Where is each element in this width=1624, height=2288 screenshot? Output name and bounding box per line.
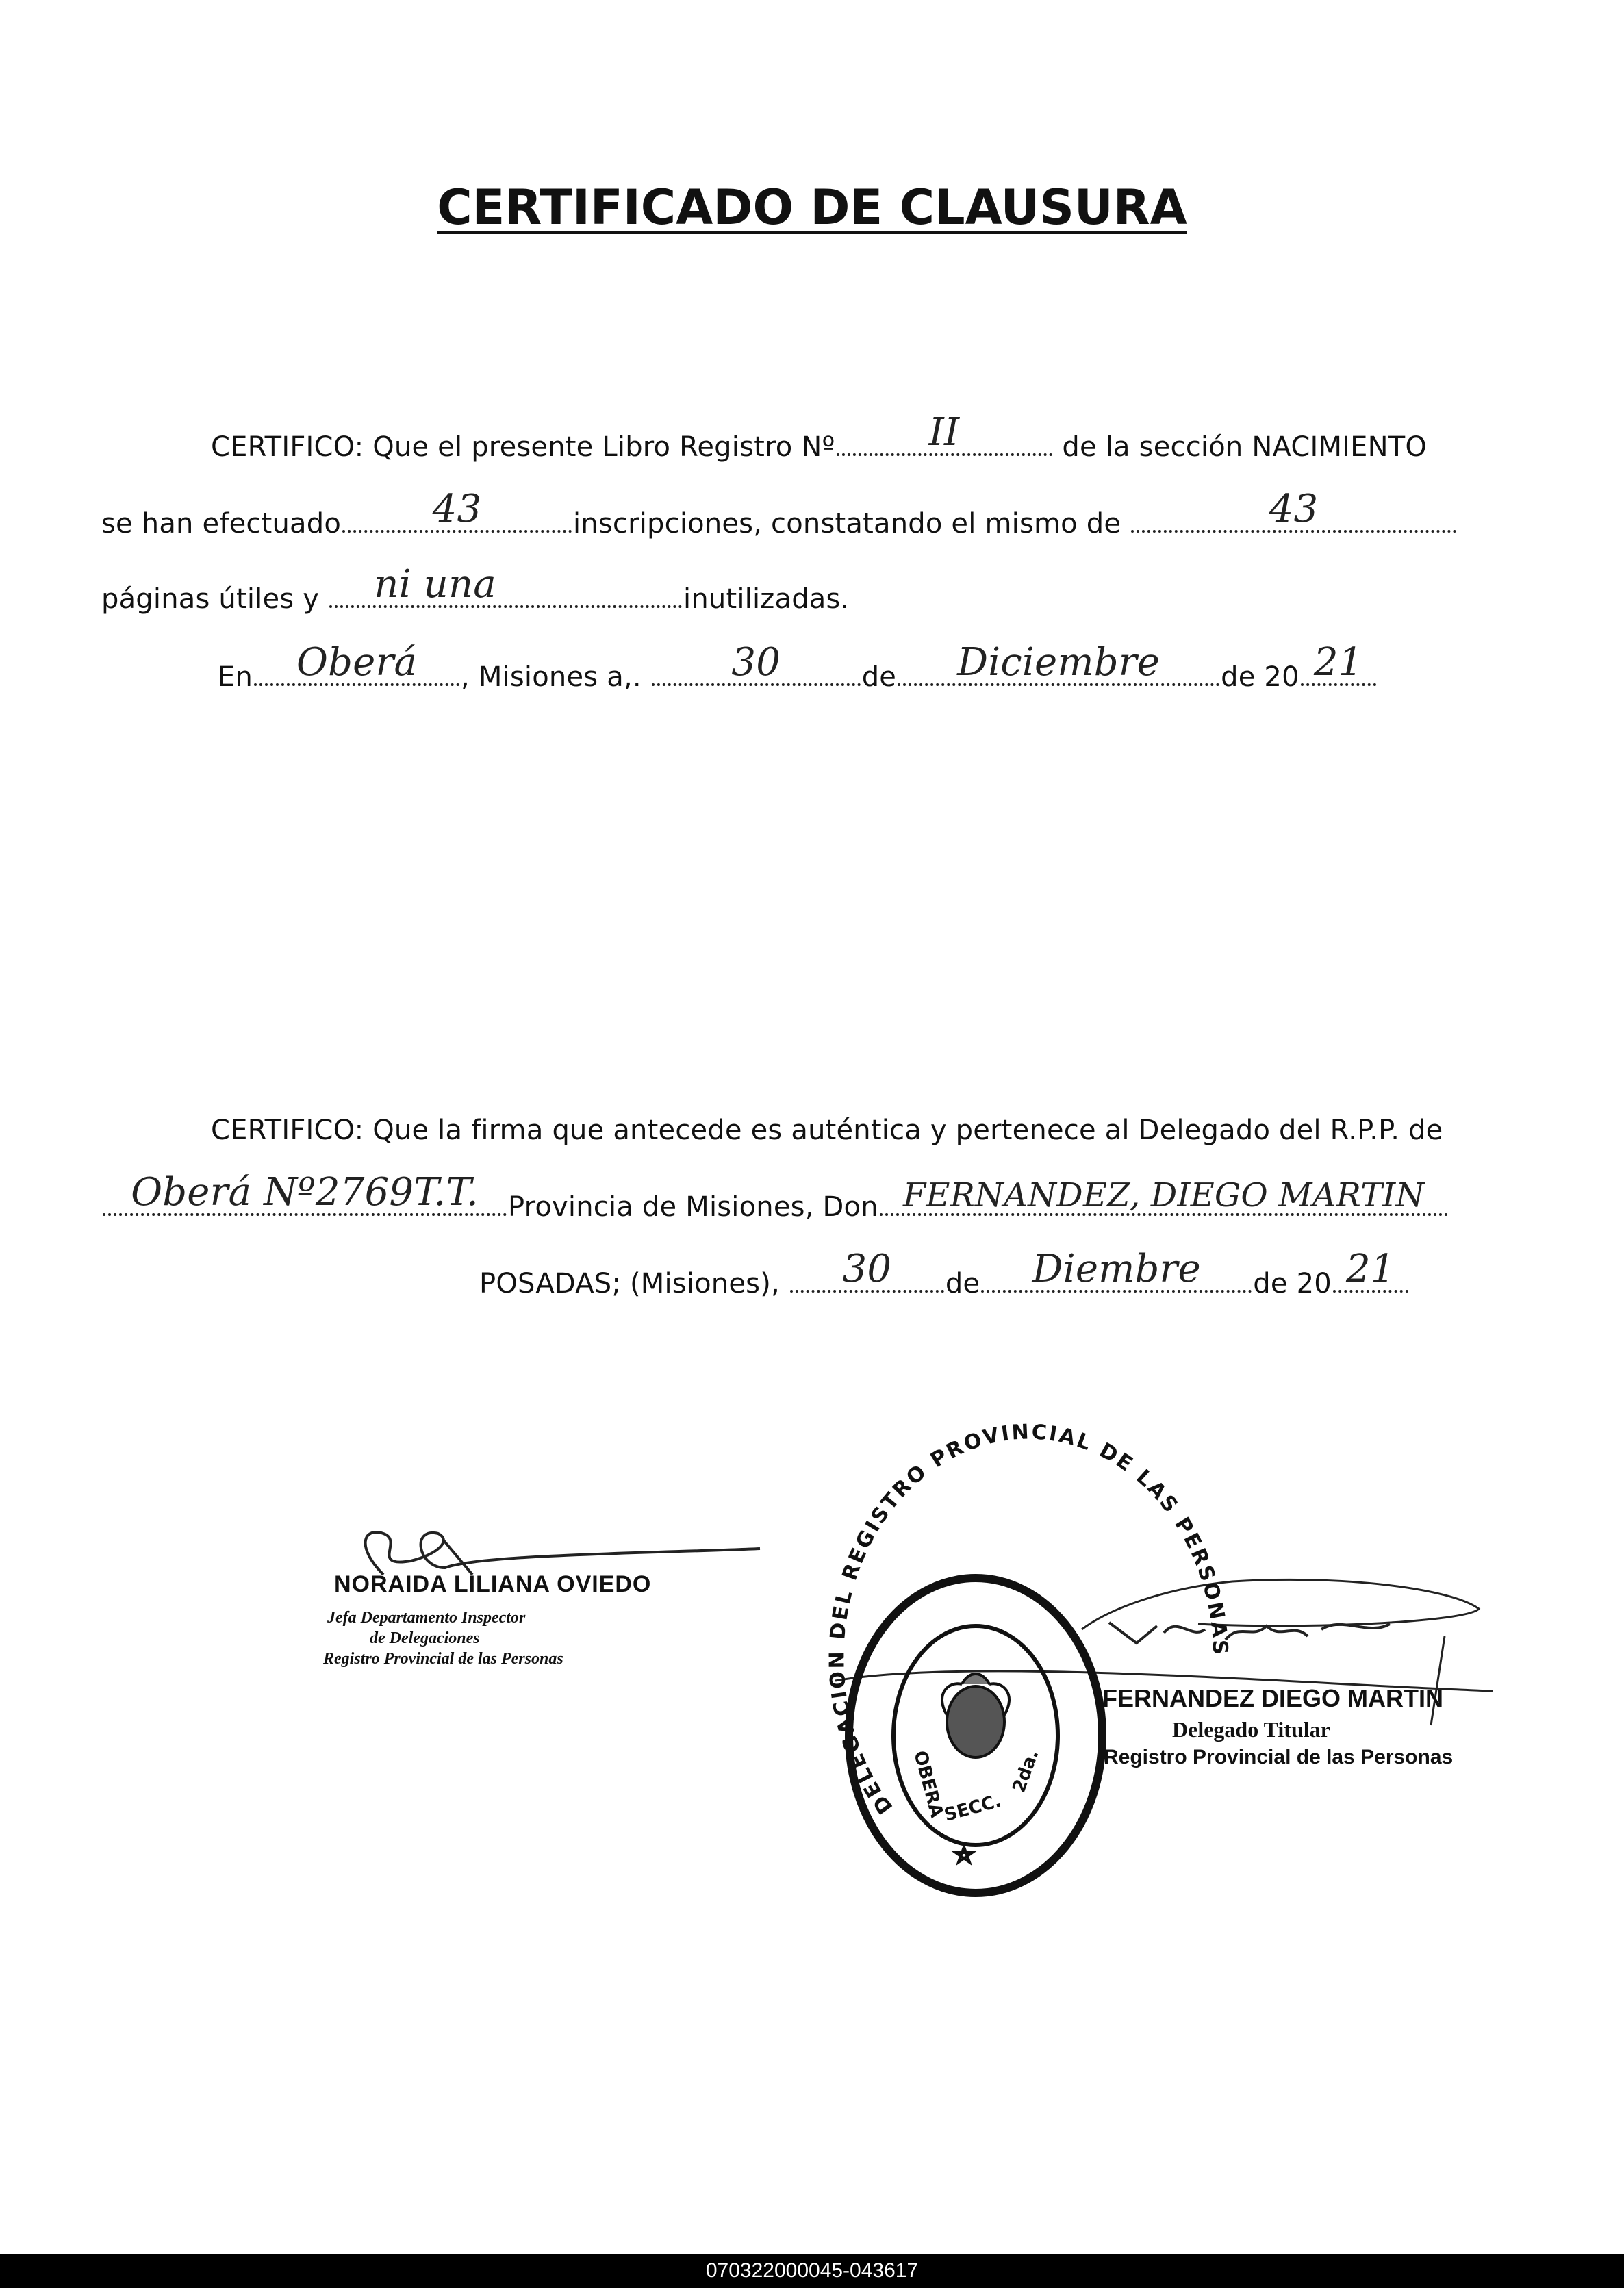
document-title: CERTIFICADO DE CLAUSURA xyxy=(437,179,1187,236)
right-signatory-org: Registro Provincial de las Personas xyxy=(1104,1746,1454,1768)
left-signatory-name: NORAIDA LILIANA OVIEDO xyxy=(334,1571,652,1597)
cert2-line3: POSADAS; (Misiones), 30 de Diembre de 20 21 xyxy=(479,1268,1410,1299)
left-signatory-title-2: de Delegaciones xyxy=(370,1629,480,1647)
handwritten-book-number: II xyxy=(928,410,960,455)
handwritten-year: 21 xyxy=(1313,640,1363,685)
cert1-line4: En Oberá , Misiones a,. 30 de Diciembre de 20 21 xyxy=(218,661,1378,693)
star-icon xyxy=(956,1847,972,1862)
handwritten-month-2: Diembre xyxy=(1032,1247,1201,1291)
cert1-line3: páginas útiles y ni una inutilizadas. xyxy=(101,562,850,615)
handwritten-month: Diciembre xyxy=(957,640,1160,685)
footer-code: 070322000045-043617 xyxy=(0,2254,1624,2288)
handwritten-inscriptions: 43 xyxy=(432,487,482,531)
stamp-inner-bottom: SECC. xyxy=(942,1790,1004,1826)
handwritten-delegation: Oberá Nº2769T.T. xyxy=(131,1170,479,1215)
handwritten-delegate-name: FERNANDEZ, DIEGO MARTIN xyxy=(902,1176,1425,1215)
right-signatory-name: FERNANDEZ DIEGO MARTIN xyxy=(1102,1684,1443,1712)
handwritten-day-2: 30 xyxy=(842,1247,892,1291)
handwritten-pages: 43 xyxy=(1269,487,1319,531)
cert1-line1: CERTIFICO: Que el presente Libro Registro Nº II de la sección NACIMIENTO xyxy=(211,410,1428,463)
handwritten-day: 30 xyxy=(731,640,781,685)
cert2-line2: Oberá Nº2769T.T. Provincia de Misiones, Don FERNANDEZ, DIEGO MARTIN xyxy=(101,1191,1449,1223)
stamp-inner-right: 2da. xyxy=(1008,1746,1043,1796)
stamp-ring-text: DELEGACION DEL REGISTRO PROVINCIAL DE LAS PERSONAS xyxy=(825,1420,1232,1819)
left-signatory-title: Jefa Departamento Inspector xyxy=(327,1609,526,1627)
handwritten-city: Oberá xyxy=(296,640,418,685)
cert2-line1: CERTIFICO: Que la firma que antecede es auténtica y pertenece al Delegado del R.P.P. de xyxy=(211,1115,1443,1146)
handwritten-year-2: 21 xyxy=(1346,1247,1395,1291)
left-signatory-org: Registro Provincial de las Personas xyxy=(323,1650,563,1668)
coat-of-arms-icon xyxy=(942,1674,1009,1757)
handwritten-unused: ni una xyxy=(374,562,496,607)
right-signatory-role: Delegado Titular xyxy=(1172,1717,1330,1742)
cert1-line2: se han efectuado 43 inscripciones, constatando el mismo de 43 xyxy=(101,508,1458,539)
stamp-inner-left: OBERA xyxy=(909,1749,948,1820)
